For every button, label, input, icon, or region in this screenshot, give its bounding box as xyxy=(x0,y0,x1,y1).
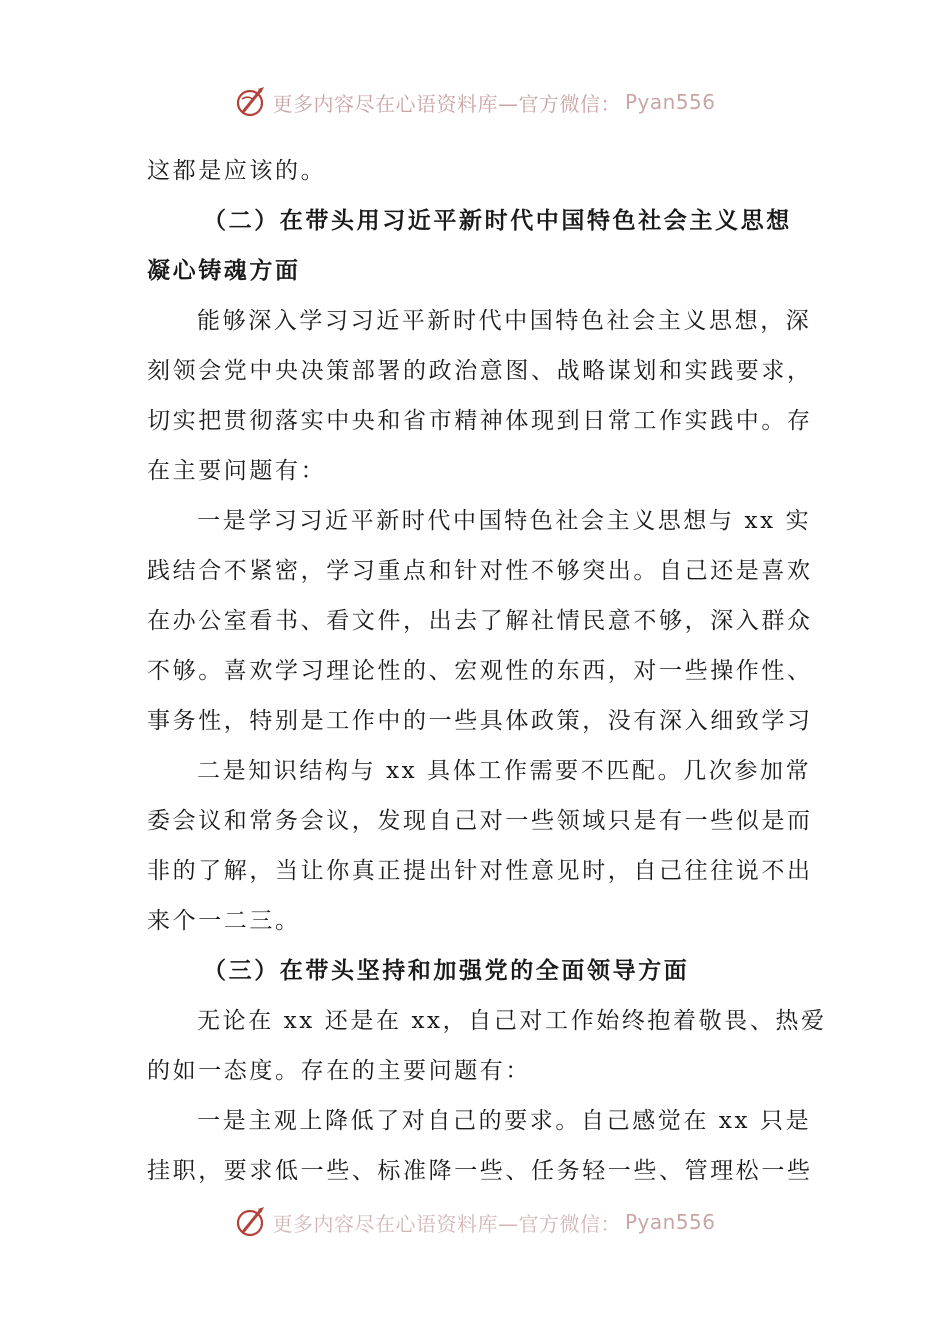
section-heading-continued: 凝心铸魂方面 xyxy=(147,257,301,284)
text-line: 不够。喜欢学习理论性的、宏观性的东西，对一些操作性、 xyxy=(147,658,813,684)
text-line: 挂职，要求低一些、标准降一些、任务轻一些、管理松一些 xyxy=(147,1158,813,1184)
text-line: 切实把贯彻落实中央和省市精神体现到日常工作实践中。存 xyxy=(147,408,813,434)
text-line: 能够深入学习习近平新时代中国特色社会主义思想，深 xyxy=(197,308,812,334)
watermark-wechat-id: Pyan556 xyxy=(624,90,716,114)
pen-logo-icon xyxy=(234,1205,268,1239)
text-line: 在主要问题有： xyxy=(147,458,327,484)
text-line: 委会议和常务会议，发现自己对一些领域只是有一些似是而 xyxy=(147,808,813,834)
section-heading: （二）在带头用习近平新时代中国特色社会主义思想 xyxy=(203,207,792,234)
text-line: 在办公室看书、看文件，出去了解社情民意不够，深入群众 xyxy=(147,608,813,634)
text-line: 一是主观上降低了对自己的要求。自己感觉在 xx 只是 xyxy=(197,1108,812,1134)
text-line: 刻领会党中央决策部署的政治意图、战略谋划和实践要求， xyxy=(147,358,813,384)
text-line: 无论在 xx 还是在 xx，自己对工作始终抱着敬畏、热爱 xyxy=(197,1008,827,1034)
watermark-text: 更多内容尽在心语资料库—官方微信： xyxy=(272,1211,621,1236)
text-line: 这都是应该的。 xyxy=(147,158,327,184)
pen-logo-icon xyxy=(234,85,268,119)
watermark-text: 更多内容尽在心语资料库—官方微信： xyxy=(272,91,621,116)
section-heading: （三）在带头坚持和加强党的全面领导方面 xyxy=(203,957,690,984)
header-watermark xyxy=(0,82,950,122)
watermark-wechat-id: Pyan556 xyxy=(624,1210,716,1234)
text-line: 二是知识结构与 xx 具体工作需要不匹配。几次参加常 xyxy=(197,758,812,784)
document-body xyxy=(147,146,827,1196)
text-line: 践结合不紧密，学习重点和针对性不够突出。自己还是喜欢 xyxy=(147,558,813,584)
text-line: 的如一态度。存在的主要问题有： xyxy=(147,1058,531,1084)
text-line: 来个一二三。 xyxy=(147,908,301,934)
text-line: 事务性，特别是工作中的一些具体政策，没有深入细致学习 xyxy=(147,708,813,734)
text-line: 非的了解，当让你真正提出针对性意见时，自己往往说不出 xyxy=(147,858,813,884)
text-line: 一是学习习近平新时代中国特色社会主义思想与 xx 实 xyxy=(197,508,812,534)
footer-watermark xyxy=(0,1202,950,1242)
